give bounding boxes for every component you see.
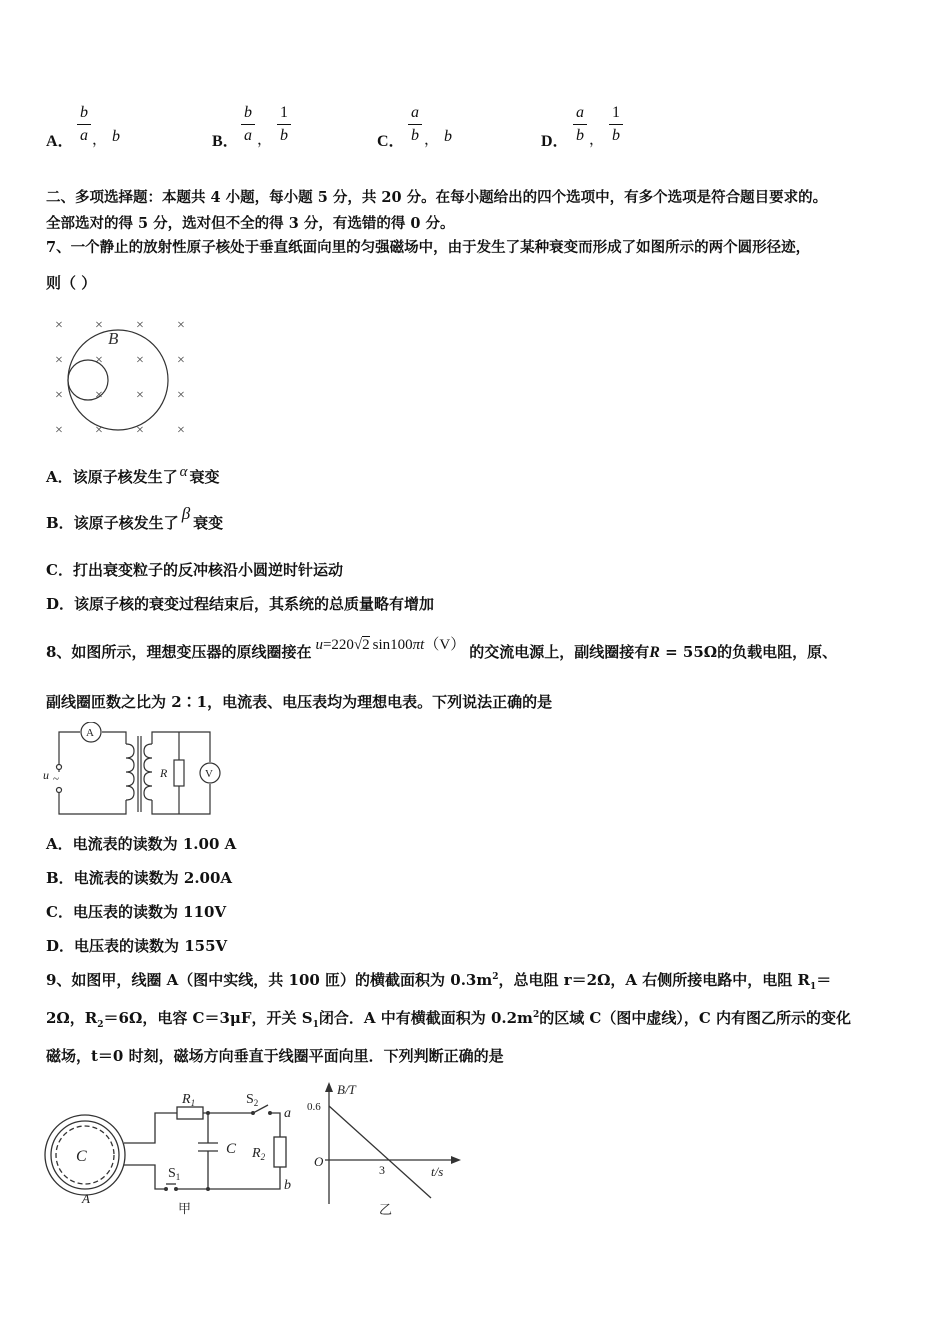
field-cross-mark: × (177, 423, 185, 438)
field-cross-mark: × (136, 318, 144, 333)
field-cross-mark: × (95, 353, 103, 368)
q6-option-b-fraction: b a (241, 103, 255, 146)
s1-label: $S_1$ (168, 1166, 181, 1182)
q6-option-a-fraction: b a (77, 103, 91, 146)
q8-option-a: A．电流表的读数为 1.00 A (46, 835, 237, 853)
x-axis-label: t/s (431, 1164, 444, 1179)
q6-option-c-letter: C． (377, 133, 405, 150)
alpha-symbol: α (179, 464, 188, 480)
ammeter-label: A (86, 727, 94, 739)
q9-stem-line1: 9、如图甲，线圈 A（图中实线，共 100 匝）的横截面积为 $0.3m^2$，总电阻 r＝2Ω，A 右侧所接电路中，电阻 $R_1=$ (46, 971, 832, 992)
y-tick-label: 0.6 (307, 1101, 321, 1113)
q8-formula: u=220√2 sin100πt（V） (315, 637, 466, 653)
q6-option-b-sep: ， (257, 130, 273, 148)
field-cross-mark: × (177, 388, 185, 403)
field-cross-mark: × (177, 318, 185, 333)
q6-option-d-sep: ， (589, 130, 605, 148)
y-axis-label: B/T (337, 1082, 356, 1097)
q6-option-a-sep: ， (92, 130, 108, 148)
q7-stem-line2: 则（ ） (46, 274, 97, 292)
beta-symbol: β (181, 504, 191, 523)
q6-option-c-fraction: a b (408, 103, 422, 146)
source-tilde: ~ (53, 773, 59, 785)
q8-stem-line1: 8、如图所示，理想变压器的原线圈接在 u=220√2 sin100πt（V） 的交流电源上，副线圈接有R = 55Ω的负载电阻，原、 (46, 637, 838, 661)
voltmeter-label: V (205, 768, 213, 780)
q7-option-b: B．该原子核发生了 β 衰变 (46, 504, 224, 532)
figure-jia-caption: 甲 (178, 1201, 192, 1216)
section2-line1: 二、多项选择题：本题共 4 小题，每小题 5 分，共 20 分。在每小题给出的四个选项中，有多个选项是符合题目要求的。 (46, 189, 828, 206)
field-cross-mark: × (136, 353, 144, 368)
node-a-label: a (284, 1106, 291, 1121)
small-circle-track (68, 360, 108, 400)
q7-option-a: A．该原子核发生了 α 衰变 (46, 464, 220, 486)
q8-transformer-circuit (40, 722, 225, 822)
node-b-label: b (284, 1178, 291, 1193)
field-cross-mark: × (95, 388, 103, 403)
q7-stem-line1: 7、一个静止的放射性原子核处于垂直纸面向里的匀强磁场中，由于发生了某种衰变而形成了如图所示的两个圆形径迹， (46, 239, 811, 256)
q6-option-d-fraction: a b (573, 103, 587, 146)
q8-option-c: C．电压表的读数为 110V (46, 903, 227, 921)
field-cross-mark: × (55, 423, 63, 438)
resistor-r-label: R (160, 766, 168, 780)
capacitor-c-label: C (226, 1141, 237, 1157)
q9-stem-line3: 磁场，t＝0 时刻，磁场方向垂直于线圈平面向里．下列判断正确的是 (46, 1047, 504, 1065)
q8-option-b: B．电流表的读数为 2.00A (46, 869, 233, 887)
r1-label: $R_1$ (182, 1092, 196, 1108)
field-cross-mark: × (136, 388, 144, 403)
source-u-label: u (43, 768, 49, 782)
q7-option-c: C．打出衰变粒子的反冲核沿小圆逆时针运动 (46, 561, 343, 579)
field-crosses (55, 318, 185, 438)
q9-figure-yi (305, 1080, 465, 1220)
field-cross-mark: × (55, 318, 63, 333)
figure-yi-caption: 乙 (379, 1202, 393, 1217)
coil-a-label: A (82, 1191, 90, 1206)
q6-option-d-tail-fraction: 1 b (609, 103, 623, 146)
q8-stem-line2: 副线圈匝数之比为 2∶1，电流表、电压表均为理想电表。下列说法正确的是 (46, 693, 553, 711)
origin-label: O (314, 1154, 324, 1169)
q6-options (0, 0, 950, 160)
q9-figure-jia (40, 1085, 310, 1220)
field-cross-mark: × (55, 388, 63, 403)
q6-option-a-letter: A． (46, 133, 74, 150)
region-c-label: C (76, 1148, 87, 1165)
field-cross-mark: × (55, 353, 63, 368)
field-cross-mark: × (95, 423, 103, 438)
q7-option-d: D．该原子核的衰变过程结束后，其系统的总质量略有增加 (46, 595, 435, 613)
q6-option-d-letter: D． (541, 133, 569, 150)
q6-option-b-tail-fraction: 1 b (277, 103, 291, 146)
s2-label: $S_2$ (246, 1092, 259, 1108)
field-cross-mark: × (177, 353, 185, 368)
q7-magnetic-field-figure (40, 305, 210, 440)
q6-option-b-letter: B． (212, 133, 239, 150)
field-cross-mark: × (95, 318, 103, 333)
q8-option-d: D．电压表的读数为 155V (46, 937, 228, 955)
section2-line2: 全部选对的得 5 分，选对但不全的得 3 分，有选错的得 0 分。 (46, 215, 455, 232)
r2-label: $R_2$ (252, 1146, 266, 1162)
x-tick-label: 3 (379, 1163, 385, 1177)
q6-option-c-tail: b (444, 128, 452, 145)
field-label-b: B (108, 329, 119, 348)
q6-option-a-tail: b (112, 128, 120, 145)
b-vs-t-line (329, 1106, 431, 1198)
q9-stem-line2: 2Ω，$R_2=6\Omega$，电容 C＝3μF，开关 $S_1$闭合．A 中有横截面积为 $0.2m^2$的区域 C（图中虚线），C 内有图乙所示的变化 (46, 1009, 852, 1030)
field-cross-mark: × (136, 423, 144, 438)
q6-option-c-sep: ， (424, 130, 440, 148)
